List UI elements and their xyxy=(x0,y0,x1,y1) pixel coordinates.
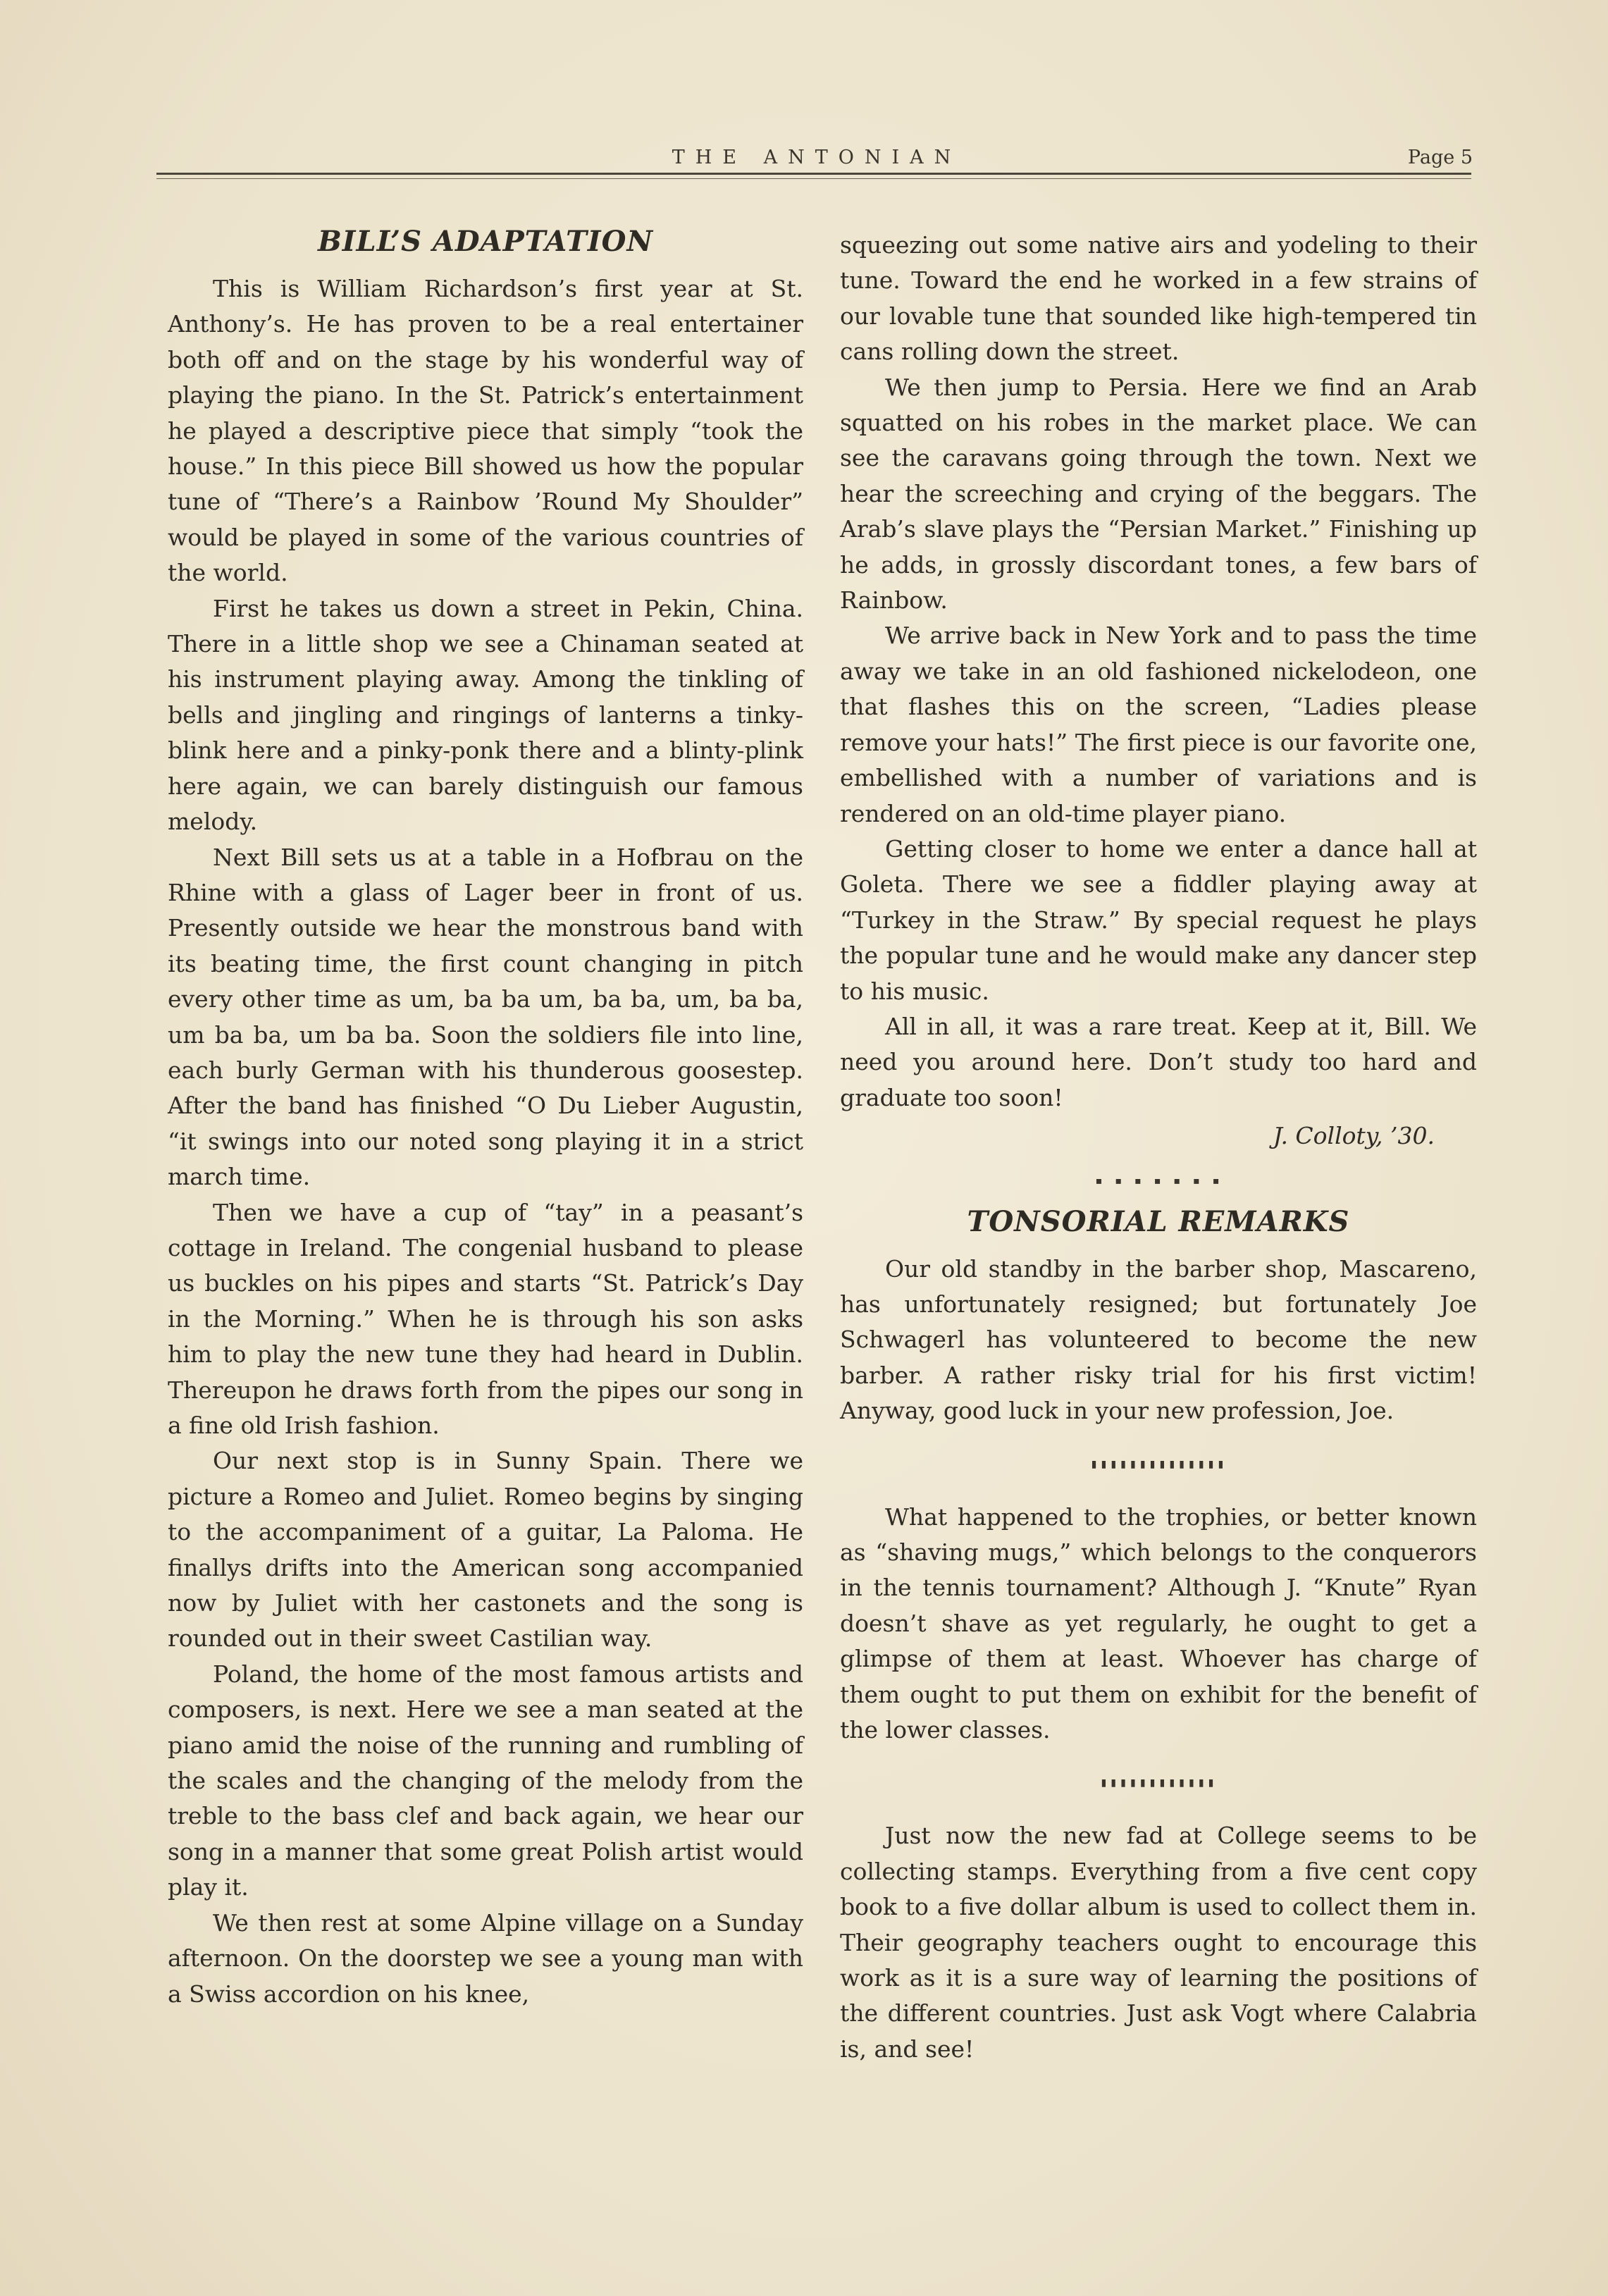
paragraph: Just now the new fad at College seems to be collecting stamps. Everything from a five cent copy book to a five dollar album is used to collect them in. Their geography teachers ought to encourage this work as it is a sure way of learning the positions of the different countries. Just ask Vogt where Calabria is, and see! xyxy=(840,1822,1477,2063)
article-title: BILL’S ADAPTATION xyxy=(317,225,654,258)
page-number: Page 5 xyxy=(1407,147,1473,168)
paragraph: We then jump to Persia. Here we find an Arab squatted on his robes in the market place. We can see the caravans going through the town. Next we hear the screeching and crying of the beggars. The Arab’s slave plays the “Persian Market.” Finishing up he adds, in grossly discordant tones, a few bars of Rainbow. xyxy=(840,373,1477,615)
paragraph: We then rest at some Alpine village on a Sunday afternoon. On the doorstep we see a young man with a Swiss accordion on his knee, xyxy=(168,1908,803,2008)
paragraph: Then we have a cup of “tay” in a peasant’s cottage in Ireland. The congenial husband to please us buckles on his pipes and starts “St. Patrick’s Day in the Morning.” When he is through his son asks him to play the new tune they had heard in Dublin. Thereupon he draws forth from the pipes our song in a fine old Irish fashion. xyxy=(168,1198,803,1439)
byline: J. Colloty, ’30. xyxy=(1273,1122,1435,1150)
paragraph: Getting closer to home we enter a dance hall at Goleta. There we see a fiddler playing away at “Turkey in the Straw.” By special request he plays the popular tune and he would make any dancer step to his music. xyxy=(840,834,1477,1005)
ornament-divider: ▮▮▮▮▮▮▮▮▮▮▮▮ xyxy=(1099,1775,1218,1791)
paragraph: Our next stop is in Sunny Spain. There we picture a Romeo and Juliet. Romeo begins by singing to the accompaniment of a guitar, La Paloma. He finallys drifts into the American song accompanied now by Juliet with her castonets and the song is rounded out in their sweet Castilian way. xyxy=(168,1447,803,1653)
paragraph: Our old standby in the barber shop, Mascareno, has unfortunately resigned; but fortunately Joe Schwagerl has volunteered to become the new barber. A rather risky trial for his first victim! Anyway, good luck in your new profession, Joe. xyxy=(840,1254,1477,1425)
header-rule-thin xyxy=(156,178,1471,179)
page-header xyxy=(161,147,1473,175)
right-column xyxy=(840,228,1477,2067)
header-rule xyxy=(156,173,1471,175)
paragraph: squeezing out some native airs and yodeling to their tune. Toward the end he worked in a few strains of our lovable tune that sounded like high-tempered tin cans rolling down the street. xyxy=(840,231,1477,366)
masthead: THE ANTONIAN xyxy=(672,147,962,168)
paragraph: Next Bill sets us at a table in a Hofbrau on the Rhine with a glass of Lager beer in front of us. Presently outside we hear the monstrous band with its beating time, the first count changing in pitch every other time as um, ba ba um, ba ba, um, ba ba, um ba ba, um ba ba. Soon the soldiers file into line, each burly German with his thunderous goosestep. After the band has finished “O Du Lieber Augustin, “it swings into our noted song playing it in a strict march time. xyxy=(168,843,803,1191)
paragraph: This is William Richardson’s first year at St. Anthony’s. He has proven to be a real entertainer both off and on the stage by his wonderful way of playing the piano. In the St. Patrick’s entertainment he played a descriptive piece that simply “took the house.” In this piece Bill showed us how the popular tune of “There’s a Rainbow ’Round My Shoulder” would be played in some of the various countries of the world. xyxy=(168,275,803,587)
article-title: TONSORIAL REMARKS xyxy=(967,1204,1350,1238)
paragraph: All in all, it was a rare treat. Keep at it, Bill. We need you around here. Don’t study too hard and graduate too soon! xyxy=(840,1012,1477,1111)
paragraph: What happened to the trophies, or better known as “shaving mugs,” which belongs to the conquerors in the tennis tournament? Although J. “Knute” Ryan doesn’t shave as yet regularly, he ought to get a glimpse of them at least. Whoever has charge of them ought to put them on exhibit for the benefit of the lower classes. xyxy=(840,1502,1477,1744)
ornament-divider: ▮▮▮▮▮▮▮▮▮▮▮▮▮▮ xyxy=(1090,1456,1227,1471)
paragraph: Poland, the home of the most famous artists and composers, is next. Here we see a man seated at the piano amid the noise of the running and rumbling of the scales and the changing of the melody from the treble to the bass clef and back again, we hear our song in a manner that some great Polish artist would play it. xyxy=(168,1660,803,1901)
paragraph: We arrive back in New York and to pass the time away we take in an old fashioned nickelodeon, one that flashes this on the screen, “Ladies please remove your hats!” The first piece is our favorite one, embellished with a number of variations and is rendered on an old-time player piano. xyxy=(840,622,1477,827)
left-column xyxy=(168,222,803,2012)
paragraph: First he takes us down a street in Pekin, China. There in a little shop we see a Chinaman seated at his instrument playing away. Among the tinkling of bells and jingling and ringings of lanterns a tinky-blink here and a pinky-ponk there and a blinty-plink here again, we can barely distinguish our famous melody. xyxy=(168,594,803,836)
ornament-divider: ▪ ▪ ▪ ▪ ▪ ▪ ▪ xyxy=(1095,1173,1222,1188)
